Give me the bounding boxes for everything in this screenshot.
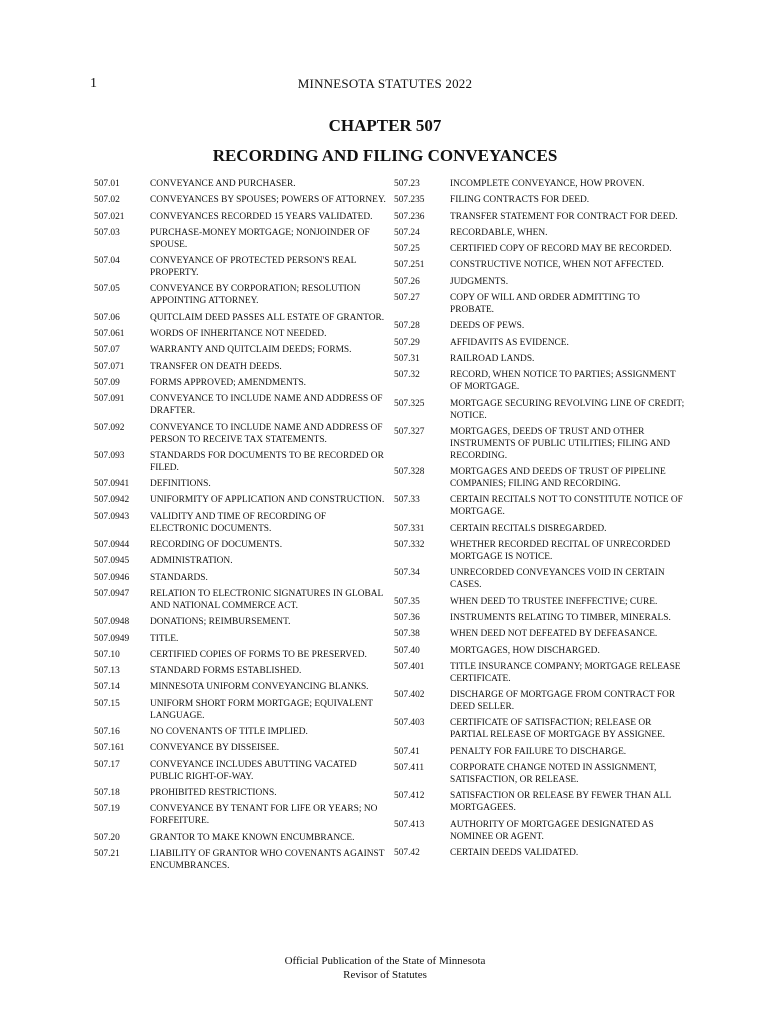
- section-entry: [94, 742, 386, 754]
- section-entry: [394, 398, 686, 422]
- section-number: 507.04: [94, 256, 120, 267]
- section-number: 507.091: [94, 394, 125, 405]
- section-title: UNIFORMITY OF APPLICATION AND CONSTRUCTION.: [150, 495, 385, 506]
- section-title: ADMINISTRATION.: [150, 556, 233, 567]
- section-title: SATISFACTION OR RELEASE BY FEWER THAN ALL MORTGAGEES.: [450, 791, 671, 814]
- section-entry: [94, 681, 386, 693]
- section-entry: [394, 494, 686, 518]
- section-number: 507.236: [394, 211, 425, 222]
- section-entry: [94, 555, 386, 567]
- section-entry: [394, 227, 686, 239]
- section-title: VALIDITY AND TIME OF RECORDING OF ELECTRONIC DOCUMENTS.: [150, 511, 327, 534]
- section-entry: [94, 312, 386, 324]
- section-title: RECORDABLE, WHEN.: [450, 227, 548, 238]
- section-title: JUDGMENTS.: [450, 276, 509, 287]
- section-title: STANDARD FORMS ESTABLISHED.: [150, 666, 302, 677]
- section-number: 507.15: [94, 698, 120, 709]
- section-number: 507.092: [94, 422, 125, 433]
- section-entry: [394, 628, 686, 640]
- section-number: 507.06: [94, 312, 120, 323]
- section-number: 507.331: [394, 523, 425, 534]
- section-title: DEEDS OF PEWS.: [450, 321, 525, 332]
- section-entry: [94, 616, 386, 628]
- section-number: 507.26: [394, 276, 420, 287]
- section-number: 507.0942: [94, 495, 130, 506]
- section-entry: [394, 466, 686, 490]
- section-entry: [94, 422, 386, 446]
- section-entry: [394, 292, 686, 316]
- section-number: 507.10: [94, 649, 120, 660]
- section-entry: [94, 255, 386, 279]
- section-entry: [94, 726, 386, 738]
- section-number: 507.0949: [94, 633, 130, 644]
- section-entry: [94, 377, 386, 389]
- section-number: 507.327: [394, 426, 425, 437]
- section-entry: [394, 819, 686, 843]
- section-number: 507.21: [94, 848, 120, 859]
- section-number: 507.332: [394, 540, 425, 551]
- section-title: CONVEYANCE TO INCLUDE NAME AND ADDRESS OF PERSON TO RECEIVE TAX STATEMENTS.: [150, 422, 383, 445]
- running-head: MINNESOTA STATUTES 2022: [297, 76, 473, 91]
- section-entry: [394, 211, 686, 223]
- section-number: 507.328: [394, 467, 425, 478]
- section-title: MORTGAGES, HOW DISCHARGED.: [450, 645, 600, 656]
- section-title: UNRECORDED CONVEYANCES VOID IN CERTAIN CASES.: [450, 568, 665, 591]
- section-number: 507.34: [394, 568, 420, 579]
- section-title: TITLE.: [150, 633, 179, 644]
- left-column-section-list: [94, 178, 386, 876]
- section-number: 507.41: [394, 746, 420, 757]
- section-title: FILING CONTRACTS FOR DEED.: [450, 195, 590, 206]
- section-entry: [394, 276, 686, 288]
- section-entry: [394, 645, 686, 657]
- section-entry: [394, 369, 686, 393]
- section-entry: [94, 227, 386, 251]
- section-entry: [94, 759, 386, 783]
- section-title: MORTGAGES, DEEDS OF TRUST AND OTHER INSTRUMENTS OF PUBLIC UTILITIES; FILING AND RECORDING.: [450, 426, 671, 461]
- section-entry: [94, 194, 386, 206]
- section-entry: [394, 689, 686, 713]
- section-title: RELATION TO ELECTRONIC SIGNATURES IN GLOBAL AND NATIONAL COMMERCE ACT.: [150, 588, 383, 611]
- section-number: 507.413: [394, 819, 425, 830]
- section-title: QUITCLAIM DEED PASSES ALL ESTATE OF GRANTOR.: [150, 312, 385, 323]
- section-number: 507.0946: [94, 572, 130, 583]
- section-title: CERTAIN DEEDS VALIDATED.: [450, 847, 579, 858]
- section-number: 507.402: [394, 690, 425, 701]
- section-number: 507.0944: [94, 540, 130, 551]
- section-title: INCOMPLETE CONVEYANCE, HOW PROVEN.: [450, 179, 645, 189]
- chapter-title: RECORDING AND FILING CONVEYANCES: [212, 146, 558, 165]
- section-entry: [94, 393, 386, 417]
- section-number: 507.412: [394, 791, 425, 802]
- section-title: CERTIFIED COPY OF RECORD MAY BE RECORDED.: [450, 244, 672, 255]
- section-entry: [94, 494, 386, 506]
- section-title: WHEN DEED NOT DEFEATED BY DEFEASANCE.: [450, 629, 658, 640]
- section-entry: [394, 746, 686, 758]
- section-title: CONVEYANCE AND PURCHASER.: [150, 179, 296, 189]
- section-entry: [394, 762, 686, 786]
- section-entry: [394, 539, 686, 563]
- section-title: FORMS APPROVED; AMENDMENTS.: [150, 377, 307, 388]
- section-title: INSTRUMENTS RELATING TO TIMBER, MINERALS.: [450, 612, 671, 623]
- section-number: 507.33: [394, 495, 420, 506]
- section-number: 507.27: [394, 293, 420, 304]
- section-entry: [394, 194, 686, 206]
- section-entry: [94, 211, 386, 223]
- section-title: PURCHASE-MONEY MORTGAGE; NONJOINDER OF SPOUSE.: [150, 227, 370, 250]
- section-title: CONSTRUCTIVE NOTICE, WHEN NOT AFFECTED.: [450, 260, 664, 271]
- section-number: 507.411: [394, 763, 425, 774]
- section-title: CONVEYANCES BY SPOUSES; POWERS OF ATTORNEY.: [150, 195, 386, 206]
- chapter-number: CHAPTER 507: [328, 116, 442, 135]
- section-number: 507.31: [394, 353, 420, 364]
- section-title: RECORDING OF DOCUMENTS.: [150, 540, 283, 551]
- section-entry: [394, 567, 686, 591]
- section-number: 507.42: [394, 847, 420, 858]
- section-entry: [394, 353, 686, 365]
- section-title: AFFIDAVITS AS EVIDENCE.: [450, 337, 569, 348]
- section-number: 507.14: [94, 682, 120, 693]
- section-number: 507.161: [94, 743, 125, 754]
- section-number: 507.35: [394, 596, 420, 607]
- section-number: 507.235: [394, 195, 425, 206]
- section-entry: [94, 572, 386, 584]
- section-title: COPY OF WILL AND ORDER ADMITTING TO PROBATE.: [450, 293, 640, 316]
- section-title: RECORD, WHEN NOTICE TO PARTIES; ASSIGNMENT OF MORTGAGE.: [450, 370, 676, 393]
- section-number: 507.093: [94, 450, 125, 461]
- section-title: CERTAIN RECITALS DISREGARDED.: [450, 523, 607, 534]
- section-number: 507.28: [394, 321, 420, 332]
- section-number: 507.071: [94, 361, 125, 372]
- section-entry: [94, 450, 386, 474]
- section-title: CERTAIN RECITALS NOT TO CONSTITUTE NOTICE OF MORTGAGE.: [450, 495, 683, 518]
- section-number: 507.20: [94, 832, 120, 843]
- section-number: 507.13: [94, 666, 120, 677]
- section-entry: [394, 790, 686, 814]
- section-title: CERTIFICATE OF SATISFACTION; RELEASE OR PARTIAL RELEASE OF MORTGAGE BY ASSIGNEE.: [450, 718, 666, 741]
- section-title: MORTGAGES AND DEEDS OF TRUST OF PIPELINE COMPANIES; FILING AND RECORDING.: [450, 467, 666, 490]
- section-title: TRANSFER ON DEATH DEEDS.: [150, 361, 282, 372]
- section-title: CONVEYANCE INCLUDES ABUTTING VACATED PUBLIC RIGHT-OF-WAY.: [150, 759, 357, 782]
- section-title: DISCHARGE OF MORTGAGE FROM CONTRACT FOR DEED SELLER.: [450, 690, 676, 713]
- section-number: 507.16: [94, 727, 120, 738]
- section-title: CONVEYANCES RECORDED 15 YEARS VALIDATED.: [150, 211, 373, 222]
- section-number: 507.401: [394, 661, 425, 672]
- section-entry: [94, 832, 386, 844]
- section-number: 507.0945: [94, 556, 130, 567]
- section-number: 507.18: [94, 787, 120, 798]
- section-number: 507.23: [394, 179, 420, 189]
- section-number: 507.01: [94, 179, 120, 189]
- section-title: WORDS OF INHERITANCE NOT NEEDED.: [150, 329, 327, 340]
- section-number: 507.403: [394, 718, 425, 729]
- section-title: UNIFORM SHORT FORM MORTGAGE; EQUIVALENT LANGUAGE.: [150, 698, 373, 721]
- section-title: CERTIFIED COPIES OF FORMS TO BE PRESERVED.: [150, 649, 367, 660]
- section-title: CONVEYANCE BY DISSEISEE.: [150, 743, 280, 754]
- section-number: 507.07: [94, 345, 120, 356]
- page-number: 1: [90, 76, 97, 91]
- section-entry: [94, 698, 386, 722]
- section-number: 507.0941: [94, 479, 130, 490]
- section-title: STANDARDS FOR DOCUMENTS TO BE RECORDED OR FILED.: [150, 450, 384, 473]
- section-title: AUTHORITY OF MORTGAGEE DESIGNATED AS NOMINEE OR AGENT.: [450, 819, 654, 842]
- section-number: 507.24: [394, 227, 420, 238]
- section-entry: [394, 243, 686, 255]
- section-title: GRANTOR TO MAKE KNOWN ENCUMBRANCE.: [150, 832, 355, 843]
- section-title: WHEN DEED TO TRUSTEE INEFFECTIVE; CURE.: [450, 596, 658, 607]
- section-title: MORTGAGE SECURING REVOLVING LINE OF CREDIT; NOTICE.: [450, 398, 685, 421]
- section-number: 507.25: [394, 244, 420, 255]
- section-entry: [94, 588, 386, 612]
- footer-publication-line: Official Publication of the State of Minnesota: [284, 955, 486, 967]
- section-number: 507.061: [94, 329, 125, 340]
- section-entry: [394, 259, 686, 271]
- section-title: CONVEYANCE BY TENANT FOR LIFE OR YEARS; NO FORFEITURE.: [150, 804, 378, 827]
- section-entry: [94, 539, 386, 551]
- section-title: TRANSFER STATEMENT FOR CONTRACT FOR DEED.: [450, 211, 678, 222]
- section-number: 507.02: [94, 195, 120, 206]
- section-entry: [394, 661, 686, 685]
- section-number: 507.0947: [94, 588, 130, 599]
- section-entry: [94, 361, 386, 373]
- section-entry: [94, 283, 386, 307]
- section-entry: [94, 328, 386, 340]
- right-column-section-list: [394, 178, 686, 863]
- section-title: CONVEYANCE TO INCLUDE NAME AND ADDRESS OF DRAFTER.: [150, 394, 383, 417]
- section-title: NO COVENANTS OF TITLE IMPLIED.: [150, 727, 308, 738]
- section-entry: [94, 633, 386, 645]
- section-number: 507.29: [394, 337, 420, 348]
- section-entry: [94, 511, 386, 535]
- section-number: 507.0943: [94, 511, 130, 522]
- section-entry: [94, 649, 386, 661]
- section-title: CONVEYANCE OF PROTECTED PERSON'S REAL PROPERTY.: [150, 256, 357, 279]
- section-number: 507.03: [94, 227, 120, 238]
- section-title: MINNESOTA UNIFORM CONVEYANCING BLANKS.: [150, 682, 369, 693]
- section-title: TITLE INSURANCE COMPANY; MORTGAGE RELEASE CERTIFICATE.: [450, 661, 681, 684]
- section-number: 507.251: [394, 260, 425, 271]
- section-entry: [394, 523, 686, 535]
- section-title: WARRANTY AND QUITCLAIM DEEDS; FORMS.: [150, 345, 352, 356]
- section-number: 507.32: [394, 370, 420, 381]
- section-entry: [394, 717, 686, 741]
- section-title: PROHIBITED RESTRICTIONS.: [150, 787, 277, 798]
- section-entry: [394, 337, 686, 349]
- section-number: 507.36: [394, 612, 420, 623]
- section-entry: [94, 803, 386, 827]
- section-title: CONVEYANCE BY CORPORATION; RESOLUTION APPOINTING ATTORNEY.: [150, 284, 361, 307]
- section-entry: [394, 178, 686, 190]
- section-title: LIABILITY OF GRANTOR WHO COVENANTS AGAINST ENCUMBRANCES.: [150, 848, 385, 871]
- section-number: 507.17: [94, 759, 120, 770]
- section-entry: [394, 320, 686, 332]
- section-entry: [94, 787, 386, 799]
- footer-revisor-line: Revisor of Statutes: [343, 969, 427, 981]
- section-entry: [394, 426, 686, 462]
- section-title: PENALTY FOR FAILURE TO DISCHARGE.: [450, 746, 627, 757]
- section-number: 507.40: [394, 645, 420, 656]
- section-entry: [94, 344, 386, 356]
- section-number: 507.05: [94, 284, 120, 295]
- section-number: 507.19: [94, 804, 120, 815]
- section-number: 507.021: [94, 211, 125, 222]
- section-number: 507.38: [394, 629, 420, 640]
- section-entry: [94, 478, 386, 490]
- section-entry: [394, 596, 686, 608]
- section-title: RAILROAD LANDS.: [450, 353, 535, 364]
- section-title: WHETHER RECORDED RECITAL OF UNRECORDED MORTGAGE IS NOTICE.: [450, 540, 671, 563]
- section-number: 507.325: [394, 398, 425, 409]
- section-entry: [394, 847, 686, 859]
- section-entry: [94, 178, 386, 190]
- section-entry: [94, 848, 386, 872]
- section-number: 507.09: [94, 377, 120, 388]
- section-entry: [94, 665, 386, 677]
- section-title: STANDARDS.: [150, 572, 208, 583]
- section-entry: [394, 612, 686, 624]
- footer: [0, 954, 770, 982]
- section-title: DEFINITIONS.: [150, 479, 211, 490]
- section-number: 507.0948: [94, 617, 130, 628]
- section-title: CORPORATE CHANGE NOTED IN ASSIGNMENT, SATISFACTION, OR RELEASE.: [450, 763, 657, 786]
- section-title: DONATIONS; REIMBURSEMENT.: [150, 617, 291, 628]
